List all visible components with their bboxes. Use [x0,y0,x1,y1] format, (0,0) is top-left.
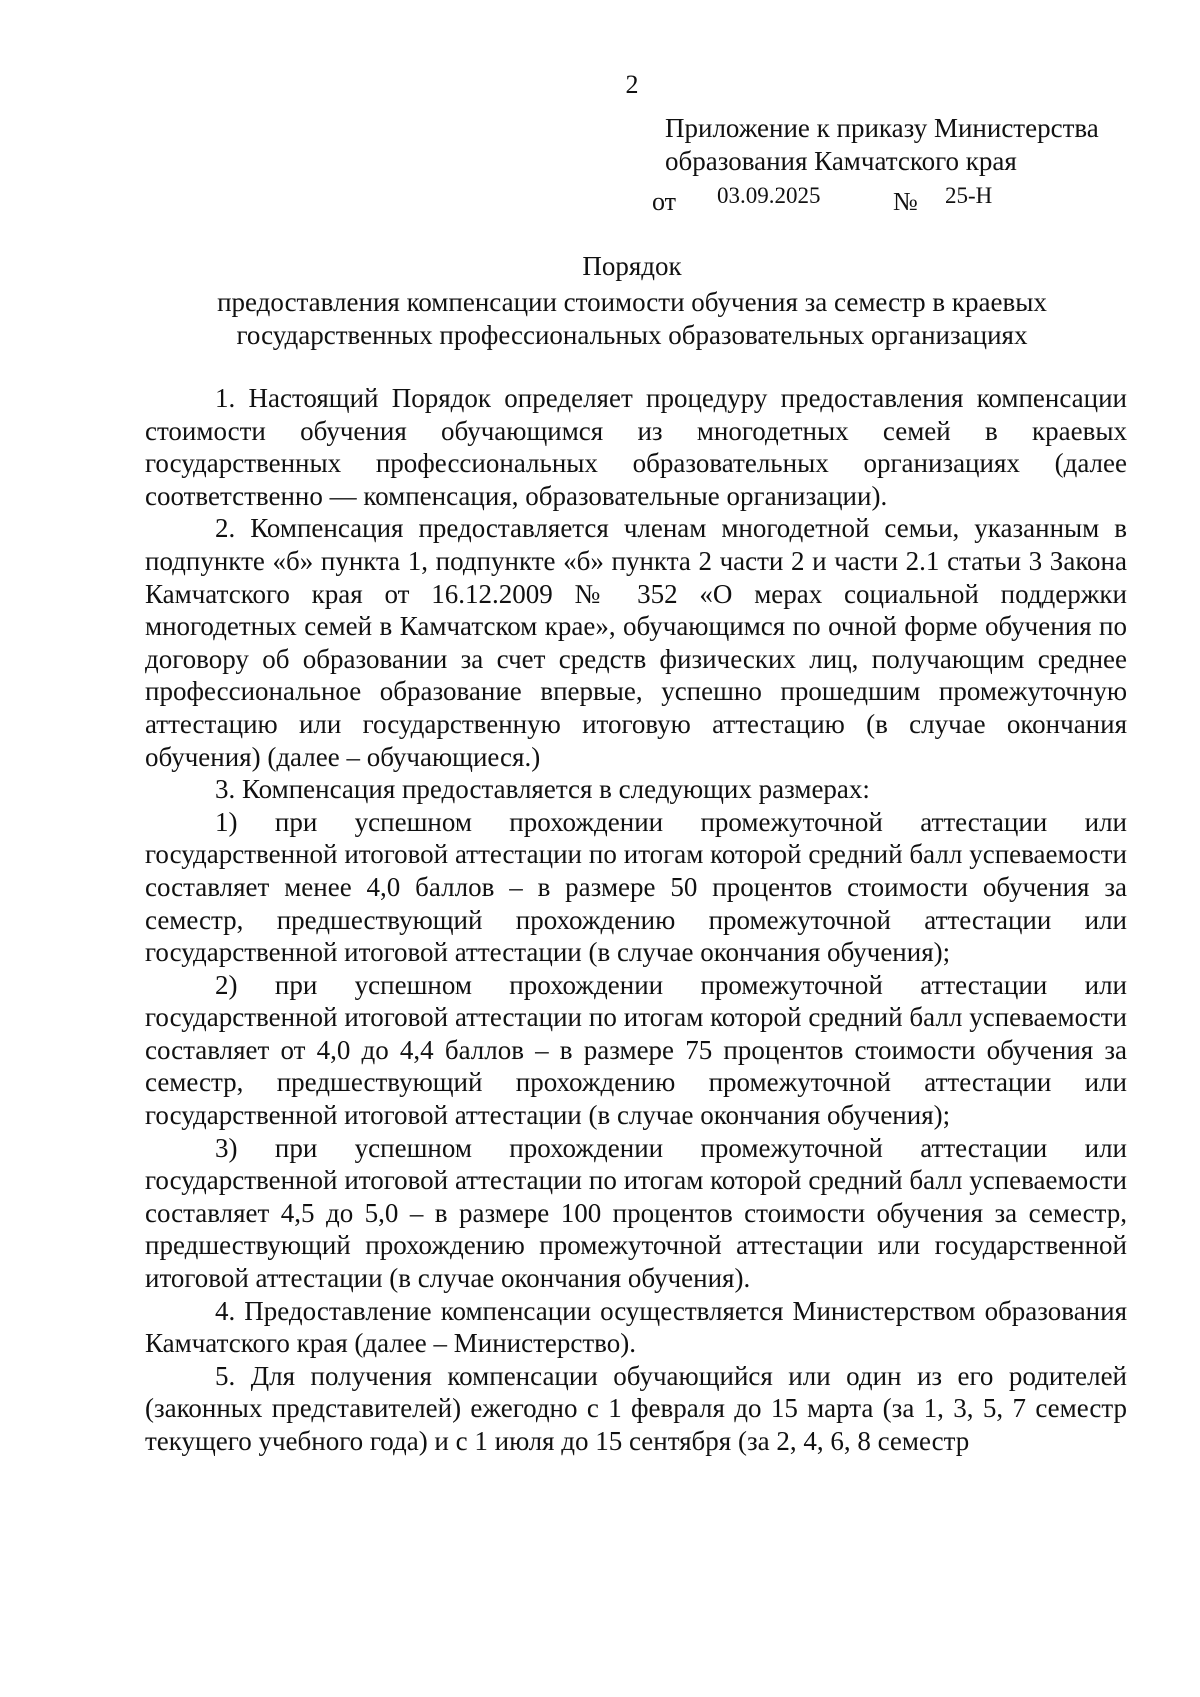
paragraph-4: 4. Предоставление компенсации осуществляется Министерством образования Камчатского края (далее – Министерство). [145,1295,1127,1359]
order-date: 03.09.2025 [717,183,821,208]
subtitle-line-1: предоставления компенсации стоимости обучения за семестр в краевых [217,287,1047,317]
subtitle-line-2: государственных профессиональных образовательных организациях [236,320,1028,350]
appendix-line-1: Приложение к приказу Министерства [665,113,1099,143]
document-title: Порядок [582,251,682,281]
order-number-sign: № [893,187,918,216]
appendix-header [665,112,1099,178]
paragraph-3: 3. Компенсация предоставляется в следующих размерах: [215,774,870,805]
document-subtitle [0,286,1200,352]
appendix-line-2: образования Камчатского края [665,146,1017,176]
paragraph-3-item-3: 3) при успешном прохождении промежуточной аттестации или государственной итоговой аттестации по итогам которой средний балл успеваемости составляет 4,5 до 5,0 – в размере 100 процентов стоимости обучения за семестр, предшествующий прохождению промежуточной аттестации или государственной итоговой аттестации (в случае окончания обучения). [145,1132,1127,1294]
order-details [0,183,1200,215]
paragraph-2: 2. Компенсация предоставляется членам многодетной семьи, указанным в подпункте «б» пункта 1, подпункте «б» пункта 2 части 2 и части 2.1 статьи 3 Закона Камчатского края от 16.12.2009 № 352 «О мерах социальной поддержки многодетных семей в Камчатском крае», обучающимся по очной форме обучения по договору об образовании за счет средств физических лиц, получающим среднее профессиональное образование впервые, успешно прошедшим промежуточную аттестацию или государственную итоговую аттестацию (в случае окончания обучения) (далее – обучающиеся.) [145,513,1127,772]
paragraph-5: 5. Для получения компенсации обучающийся или один из его родителей (законных представителей) ежегодно с 1 февраля до 15 марта (за 1, 3, 5, 7 семестр текущего учебного года) и с 1 июля до 15 сентября (за 2, 4, 6, 8 семестр [145,1360,1127,1456]
paragraph-3-item-1: 1) при успешном прохождении промежуточной аттестации или государственной итоговой аттестации по итогам которой средний балл успеваемости составляет менее 4,0 баллов – в размере 50 процентов стоимости обучения за семестр, предшествующий прохождению промежуточной аттестации или государственной итоговой аттестации (в случае окончания обучения); [145,806,1127,968]
document-body [145,382,1127,1458]
page-number: 2 [625,70,639,99]
order-number: 25-Н [945,183,993,208]
paragraph-3-item-2: 2) при успешном прохождении промежуточной аттестации или государственной итоговой аттестации по итогам которой средний балл успеваемости составляет от 4,0 до 4,4 баллов – в размере 75 процентов стоимости обучения за семестр, предшествующий прохождению промежуточной аттестации или государственной итоговой аттестации (в случае окончания обучения); [145,969,1127,1131]
paragraph-1: 1. Настоящий Порядок определяет процедуру предоставления компенсации стоимости обучения обучающимся из многодетных семей в краевых государственных профессиональных образовательных организациях (далее соответственно — компенсация, образовательные организации). [145,383,1127,511]
order-from-label: от [652,187,677,216]
